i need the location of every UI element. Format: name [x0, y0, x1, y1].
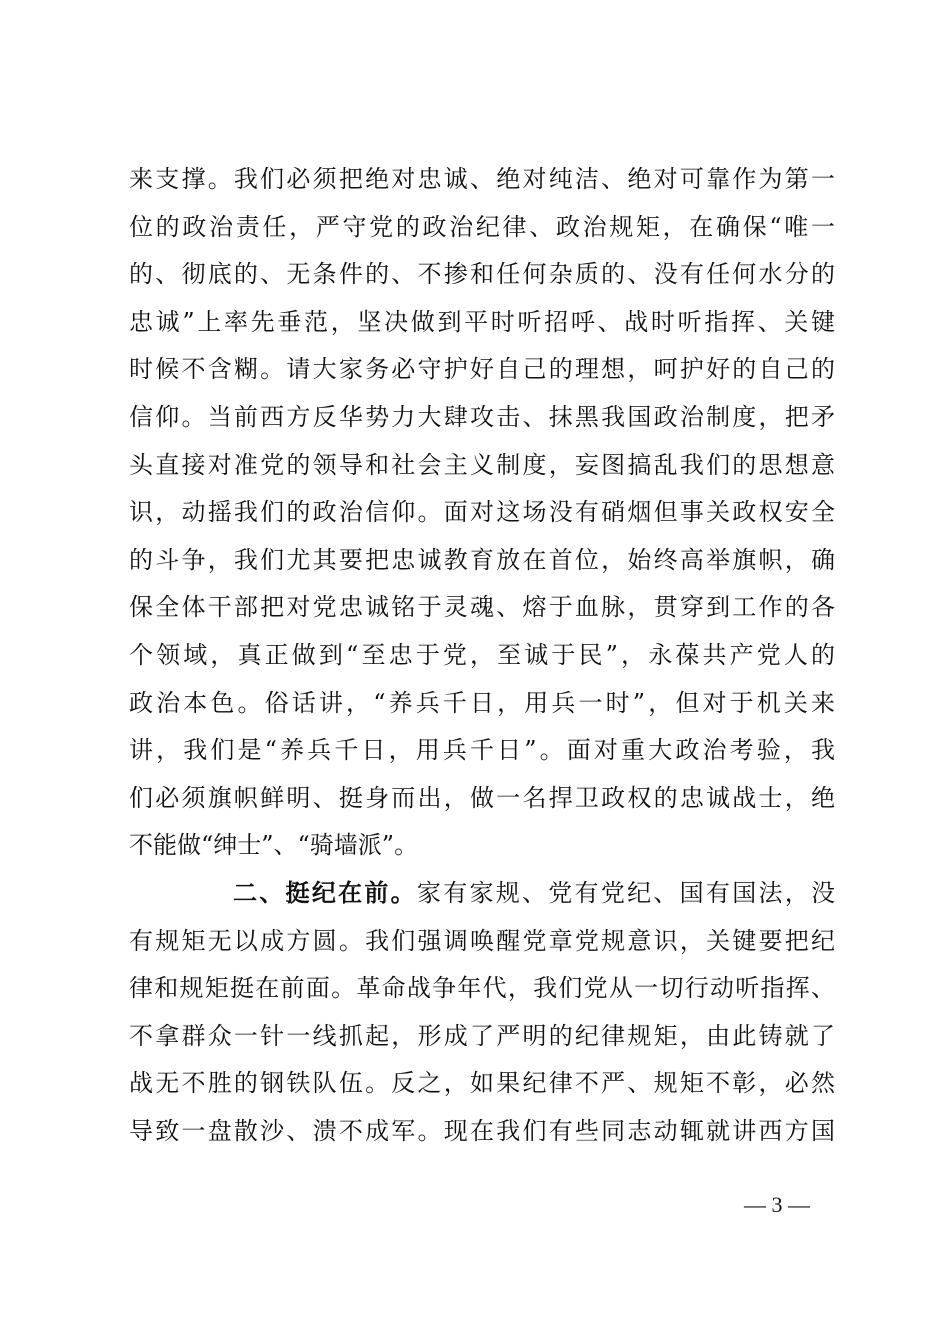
paragraph-loyalty: [129, 156, 835, 870]
text-line: 战无不胜的钢铁队伍。反之，如果纪律不严、规矩不彰，必然: [129, 1069, 835, 1098]
text-line: 忠诚”上率先垂范，坚决做到平时听招呼、战时听指挥、关键: [129, 307, 835, 336]
paragraph-discipline: [129, 870, 835, 1156]
text-line: 不能做“绅士”、“骑墙派”。: [129, 831, 419, 860]
text-line: 有规矩无以成方圆。我们强调唤醒党章党规意识，关键要把纪: [129, 926, 835, 955]
text-line: 导致一盘散沙、溃不成军。现在我们有些同志动辄就讲西方国: [129, 1116, 835, 1145]
text-line: 的斗争，我们尤其要把忠诚教育放在首位，始终高举旗帜，确: [129, 545, 835, 574]
page-number: — 3 —: [744, 1192, 810, 1217]
text-line: 识，动摇我们的政治信仰。面对这场没有硝烟但事关政权安全: [129, 498, 835, 527]
text-line: 位的政治责任，严守党的政治纪律、政治规矩，在确保“唯一: [129, 212, 835, 241]
text-line: 时候不含糊。请大家务必守护好自己的理想，呵护好的自己的: [129, 355, 835, 384]
text-line: 们必须旗帜鲜明、挺身而出，做一名捍卫政权的忠诚战士，绝: [129, 783, 835, 812]
section-heading-line: [129, 870, 835, 918]
text-line: 讲，我们是“养兵千日，用兵千日”。面对重大政治考验，我: [129, 736, 835, 765]
text-run: 家有家规、党有党纪、国有国法，没: [416, 878, 836, 907]
text-line: 信仰。当前西方反华势力大肆攻击、抹黑我国政治制度，把矛: [129, 402, 835, 431]
text-line: 个领域，真正做到“至忠于党，至诚于民”，永葆共产党人的: [129, 640, 835, 669]
text-line: 不拿群众一针一线抓起，形成了严明的纪律规矩，由此铸就了: [129, 1021, 835, 1050]
text-line: 头直接对准党的领导和社会主义制度，妄图搞乱我们的思想意: [129, 450, 835, 479]
section-heading: 二、挺纪在前。: [233, 878, 417, 907]
text-line: 的、彻底的、无条件的、不掺和任何杂质的、没有任何水分的: [129, 260, 835, 289]
text-line: 保全体干部把对党忠诚铭于灵魂、熔于血脉，贯穿到工作的各: [129, 593, 835, 622]
text-line: 律和规矩挺在前面。革命战争年代，我们党从一切行动听指挥、: [129, 974, 835, 1003]
text-line: 政治本色。俗话讲，“养兵千日，用兵一时”，但对于机关来: [129, 688, 835, 717]
body-text: [129, 156, 835, 1155]
text-line: 来支撑。我们必须把绝对忠诚、绝对纯洁、绝对可靠作为第一: [129, 165, 835, 193]
